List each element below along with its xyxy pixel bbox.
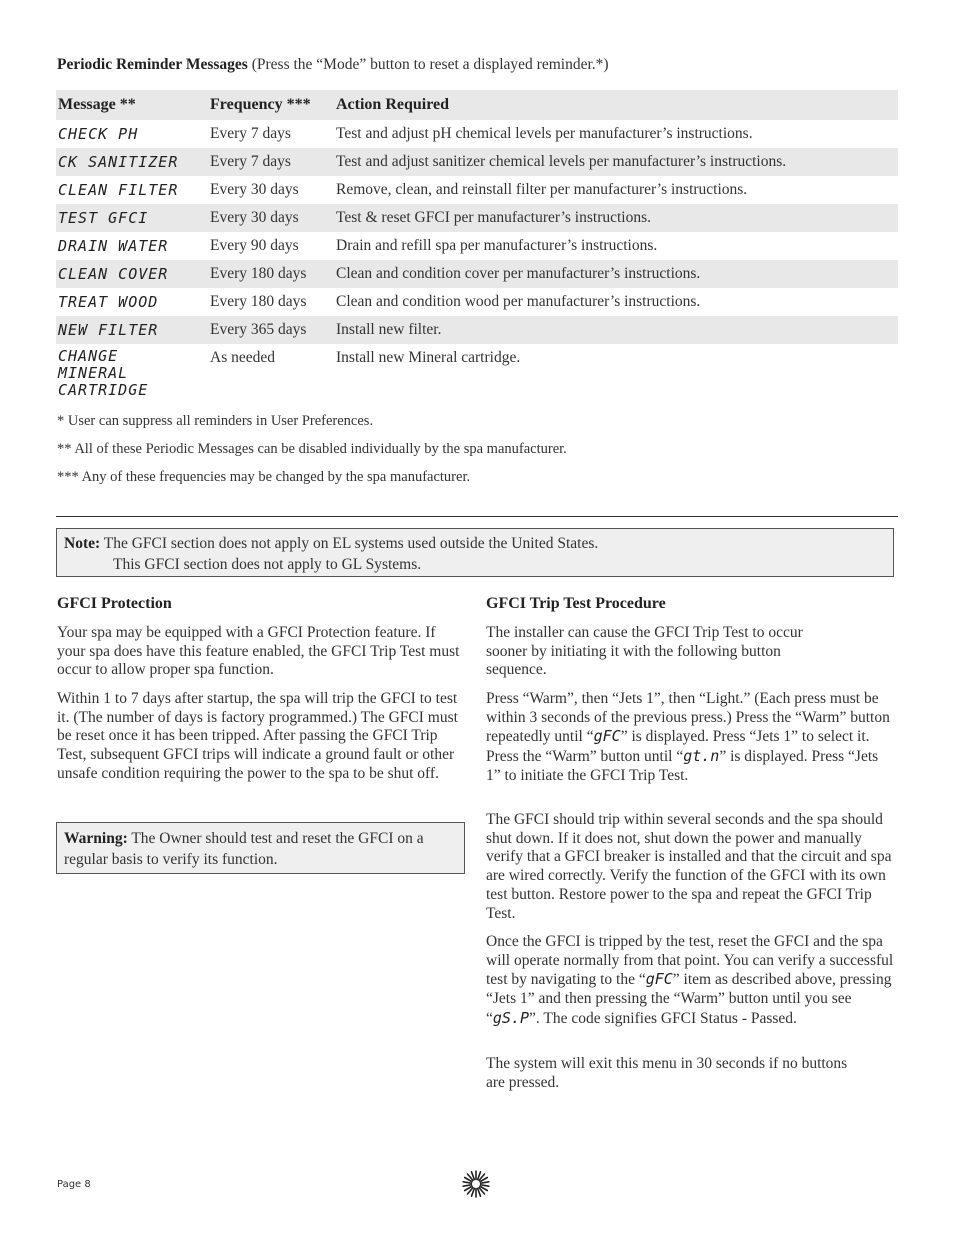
reminder-table — [56, 90, 898, 399]
footnote: ** All of these Periodic Messages can be disabled individually by the spa manufacturer. — [57, 441, 567, 457]
frequency-cell: Every 7 days — [210, 125, 291, 142]
message-cell: NEW FILTER — [56, 316, 208, 344]
display-code-gfc: gFC — [645, 970, 673, 989]
section-title-bold: Periodic Reminder Messages — [57, 56, 248, 73]
display-code-gfc: gFC — [593, 727, 621, 746]
message-cell — [56, 344, 208, 399]
note-line-2: This GFCI section does not apply to GL Systems. — [113, 556, 422, 573]
action-cell: Clean and condition wood per manufacturer’s instructions. — [336, 293, 701, 310]
trip-test-paragraph: The system will exit this menu in 30 seconds if no buttons are pressed. — [486, 1055, 848, 1091]
display-code-gtn: gt.n — [683, 747, 720, 766]
message-cell: CK SANITIZER — [56, 148, 208, 176]
message-line: CARTRIDGE — [58, 381, 149, 399]
table-row — [56, 232, 898, 260]
frequency-cell: Every 30 days — [210, 181, 299, 198]
frequency-cell: Every 7 days — [208, 148, 334, 176]
frequency-cell: Every 180 days — [210, 293, 307, 310]
text-run: ” is displayed. Press “Jets 1” to initiate the GFCI Trip Test. — [486, 748, 879, 784]
action-cell: Test and adjust sanitizer chemical levels per manufacturer’s instructions. — [334, 148, 898, 176]
section-title — [57, 56, 609, 74]
text-run: ”. The code signifies GFCI Status - Passed. — [529, 1009, 797, 1027]
text-run: Once the GFCI is tripped by the test, reset the GFCI and the spa will operate normally from that point. You can verify a successful test by navigating to the “ — [486, 933, 894, 989]
header-frequency: Frequency *** — [208, 90, 334, 120]
table-row — [56, 288, 898, 316]
header-message: Message ** — [56, 90, 208, 120]
starburst-logo-icon — [462, 1170, 490, 1198]
table-row — [56, 260, 898, 288]
text-run: ” is displayed. Press “Jets 1” to select it. Press the “Warm” button until “ — [486, 728, 870, 766]
action-cell: Drain and refill spa per manufacturer’s instructions. — [336, 237, 658, 254]
frequency-cell: Every 365 days — [208, 316, 334, 344]
note-line-1 — [64, 533, 893, 554]
table-row — [56, 148, 898, 176]
action-cell: Clean and condition cover per manufacturer’s instructions. — [334, 260, 898, 288]
text-run: Press “Warm”, then “Jets 1”, then “Light.” (Each press must be within 3 seconds of the previous press.) Press the “Warm” button repeatedly until “ — [486, 690, 890, 746]
section-divider — [56, 516, 898, 517]
action-cell: Test & reset GFCI per manufacturer’s instructions. — [334, 204, 898, 232]
message-line: CHANGE — [58, 347, 119, 365]
message-cell: DRAIN WATER — [58, 237, 169, 255]
header-action: Action Required — [334, 90, 898, 120]
message-cell: TEST GFCI — [56, 204, 208, 232]
message-cell: TREAT WOOD — [58, 293, 159, 311]
message-cell: CLEAN FILTER — [58, 181, 179, 199]
page-number: Page 8 — [57, 1179, 91, 1190]
trip-test-paragraph — [486, 690, 891, 786]
table-row — [56, 120, 898, 148]
table-row — [56, 344, 898, 399]
note-box — [56, 528, 894, 577]
message-line: MINERAL — [58, 364, 129, 382]
action-cell: Install new Mineral cartridge. — [336, 349, 521, 366]
message-cell: CLEAN COVER — [56, 260, 208, 288]
section-title-rest: (Press the “Mode” button to reset a displayed reminder.*) — [247, 56, 609, 73]
table-row — [56, 204, 898, 232]
gfci-protection-paragraph: Within 1 to 7 days after startup, the spa will trip the GFCI to test it. (The number of days is factory programmed.) The GFCI must be reset once it has been tripped. After passing the GFCI Trip Test, subsequent GFCI trips will indicate a ground fault or other unsafe condition requiring the power to the spa to be shut off. — [57, 690, 458, 782]
footnote: *** Any of these frequencies may be changed by the spa manufacturer. — [57, 469, 471, 485]
action-cell: Test and adjust pH chemical levels per manufacturer’s instructions. — [336, 125, 753, 142]
display-code-gsp: gS.P — [492, 1008, 530, 1027]
footnote: * User can suppress all reminders in User Preferences. — [57, 413, 374, 429]
action-cell: Remove, clean, and reinstall filter per manufacturer’s instructions. — [336, 181, 748, 198]
gfci-protection-heading: GFCI Protection — [57, 595, 172, 612]
frequency-cell: Every 30 days — [208, 204, 334, 232]
warning-label: Warning: — [64, 830, 128, 847]
warning-box — [56, 822, 465, 874]
table-row — [56, 176, 898, 204]
text-run: ” item as described above, pressing “Jets 1” and then pressing the “Warm” button until you see “ — [486, 971, 892, 1027]
trip-test-paragraph: The GFCI should trip within several seconds and the spa should shut down. If it does not, shut down the power and manually verify that a GFCI breaker is installed and that the circuit and spa are wired correctly. Verify the function of the GFCI with its own test button. Restore power to the spa and repeat the GFCI Trip Test. — [486, 811, 892, 922]
warning-text: The Owner should test and reset the GFCI on a regular basis to verify its function. — [64, 830, 424, 868]
frequency-cell: As needed — [210, 349, 275, 366]
note-text: The GFCI section does not apply on EL systems used outside the United States. — [100, 535, 599, 552]
trip-test-heading: GFCI Trip Test Procedure — [486, 595, 666, 612]
action-cell: Install new filter. — [334, 316, 898, 344]
frequency-cell: Every 90 days — [210, 237, 299, 254]
message-cell: CHECK PH — [58, 125, 139, 143]
trip-test-paragraph: The installer can cause the GFCI Trip Test to occur sooner by initiating it with the following button sequence. — [486, 624, 803, 679]
frequency-cell: Every 180 days — [208, 260, 334, 288]
table-header-row — [56, 90, 898, 120]
gfci-protection-paragraph: Your spa may be equipped with a GFCI Protection feature. If your spa does have this feature enabled, the GFCI Trip Test must occur to allow proper spa function. — [57, 624, 460, 679]
note-label: Note: — [64, 535, 101, 552]
table-row — [56, 316, 898, 344]
trip-test-paragraph — [486, 933, 896, 1029]
